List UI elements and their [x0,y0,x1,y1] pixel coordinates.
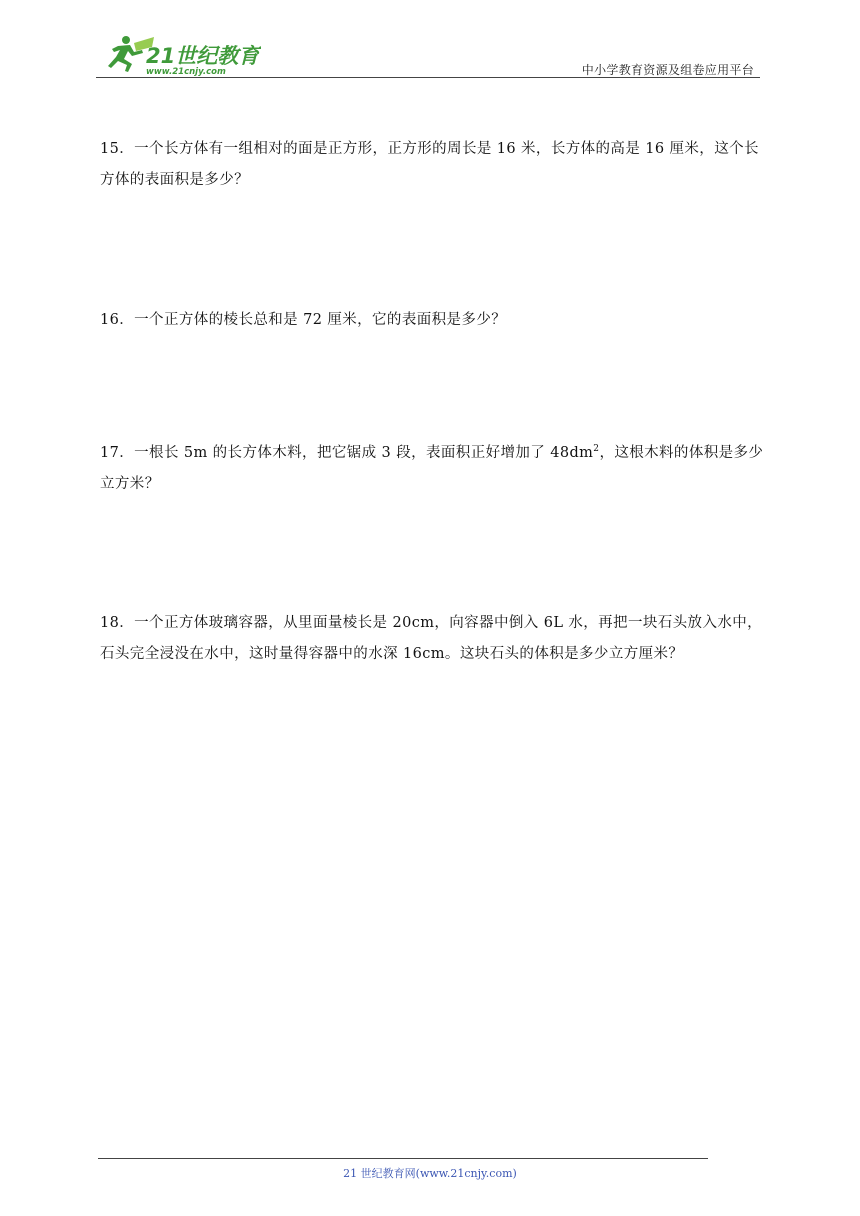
page-header [96,32,760,78]
question-number: 16． [100,312,135,328]
question-15 [100,134,764,196]
superscript-exponent: 2 [593,444,600,455]
question-number: 17． [100,445,135,461]
logo-url: www.21cnjy.com [146,67,226,76]
question-number: 18． [100,615,135,631]
logo-wordmark: 21世纪教育 [146,44,260,68]
question-text: 一根长 5m 的长方体木料，把它锯成 3 段，表面积正好增加了 48dm [134,445,594,461]
question-number: 15． [100,141,135,157]
question-18 [100,608,764,670]
question-16 [100,305,764,336]
question-17 [100,438,764,500]
question-text-continued: ，这根木料的体积是多少立方米？ [100,445,764,492]
logo-21cnjy [96,32,261,76]
question-text: 一个正方体玻璃容器，从里面量棱长是 20cm，向容器中倒入 6L 水，再把一块石头放入水中，石头完全浸没在水中，这时量得容器中的水深 16cm。这块石头的体积是多少立方厘米？ [100,615,763,662]
question-text: 一个长方体有一组相对的面是正方形，正方形的周长是 16 米，长方体的高是 16 厘米，这个长方体的表面积是多少？ [100,141,759,188]
header-tagline: 中小学教育资源及组卷应用平台 [581,63,754,77]
footer-link[interactable]: 21 世纪教育网(www.21cnjy.com) [343,1167,517,1180]
runner-head-icon [122,36,130,44]
question-text: 一个正方体的棱长总和是 72 厘米，它的表面积是多少？ [134,312,507,328]
footer-divider [98,1158,708,1159]
header-divider [96,77,760,78]
